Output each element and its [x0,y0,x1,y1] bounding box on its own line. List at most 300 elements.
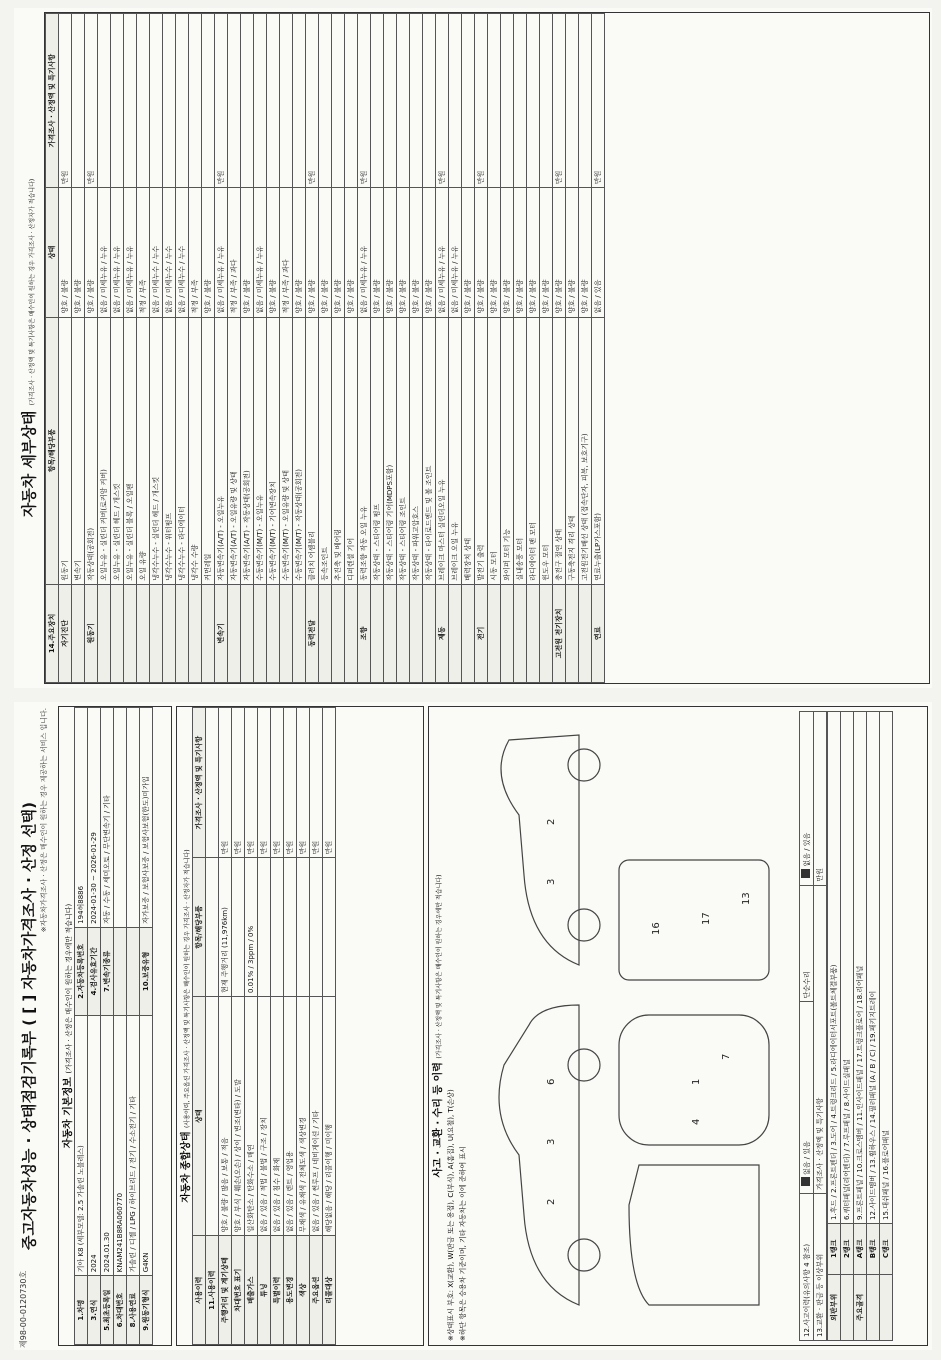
group-label [867,1274,880,1340]
detail-state[interactable]: 양호 / 불량 [527,188,540,317]
detail-group [384,584,397,682]
detail-group [397,584,410,682]
basic-value: 가솔린 / 디젤 / LPG / 하이브리드 / 전기 / 수소전기 / 기타 [127,1015,140,1275]
row-label: 배출가스 [245,1236,258,1345]
basic-value: G4KN [140,1015,153,1275]
svg-text:2: 2 [546,818,557,825]
row-item: 현재 주행거리 (11,976km) [219,858,232,997]
detail-state[interactable]: 양호 / 불량 [85,188,98,317]
group-rank: B랭크 [867,1223,880,1274]
table-row [514,14,527,683]
detail-state[interactable]: 양호 / 불량 [306,188,319,317]
svg-text:3: 3 [546,878,557,885]
detail-item: 시동 모터 [488,317,501,584]
table-row [436,14,449,683]
detail-price: 만원 [436,14,449,188]
detail-price [384,14,397,188]
page-right [14,8,932,688]
group-rank: 1랭크 [828,1223,841,1274]
detail-state[interactable]: 양호 / 불량 [462,188,475,317]
detail-item: 커먼레일 [202,317,215,584]
row-label: 리콜대상 [323,1236,336,1345]
page-note: ※자동차가격조사 · 산정은 매수인이 원하는 경우 제공하는 서비스 입니다. [40,708,48,933]
row-state[interactable]: 없음 / 있음 / 썬루프 / 네비게이션 / 기타 [310,997,323,1236]
detail-item: 실내송풍 모터 [514,317,527,584]
detail-price [163,14,176,188]
detail-item: 오일 유량 [137,317,150,584]
detail-price [150,14,163,188]
detail-price: 만원 [358,14,371,188]
detail-item: 작동상태 - 타이로드엔드 및 볼 조인트 [423,317,436,584]
detail-state[interactable]: 양호 / 불량 [332,188,345,317]
group-items[interactable]: 1.후드 / 2.프론트펜더 / 3.도어 / 4.트렁크리드 / 5.라디에이터서포트(볼트체결부품) [828,712,841,1224]
group-label: 외판부위 [828,1274,841,1340]
detail-price [254,14,267,188]
detail-state[interactable]: 양호 / 불량 [579,188,592,317]
table-row [215,14,228,683]
detail-price: 만원 [553,14,566,188]
detail-price [98,14,111,188]
detail-state[interactable]: 적정 / 부족 [137,188,150,317]
legend-note-2: ※하단 항목은 승용차 기준이며, 기타 자동차는 이에 준하여 표시 [459,1146,467,1341]
legend-note: ※상태표시 부호: X(교환), W(판금 또는 용접), C(부식), A(흠집), U(요철), T(손상) [447,1089,455,1341]
detail-state[interactable]: 없음 / 미세누수 / 누수 [176,188,189,317]
table-row [111,14,124,683]
detail-title: 자동차 세부상태 (가격조사 · 산정액 및 특기사항은 매수인이 원하는 경우 가격조사 · 산정자가 적습니다) [20,178,38,518]
detail-item: 냉각수누수 - 워터펌프 [163,317,176,584]
table-row [72,14,85,683]
detail-state[interactable]: 없음 / 미세누유 / 누유 [98,188,111,317]
detail-state[interactable]: 양호 / 불량 [514,188,527,317]
table-row [228,14,241,683]
detail-state[interactable]: 없음 / 미세누수 / 누수 [150,188,163,317]
table-row [88,708,101,1345]
table-row [358,14,371,683]
detail-state[interactable]: 없음 / 미세누유 / 누유 [215,188,228,317]
group-label: 주요골격 [854,1274,867,1340]
table-row [345,14,358,683]
row-state[interactable] [206,997,219,1236]
basic-label-2: 4.검사유효기간 [88,927,101,1015]
row-state[interactable]: 일산화탄소 / 탄화수소 / 매연 [245,997,258,1236]
detail-group: 고전원 전기장치 [553,584,566,682]
detail-group [280,584,293,682]
table-row [219,708,232,1345]
accident-section [428,706,928,1346]
basic-label-2 [127,927,140,1015]
detail-group [111,584,124,682]
detail-state[interactable]: 양호 / 불량 [423,188,436,317]
detail-item: 변속기 [72,317,85,584]
row-label: 주요옵션 [310,1236,323,1345]
detail-item: 라디에이터 팬 모터 [527,317,540,584]
detail-price [111,14,124,188]
row-price [206,708,219,858]
table-row [449,14,462,683]
detail-price [189,14,202,188]
table-row [423,14,436,683]
detail-group [514,584,527,682]
svg-text:16: 16 [651,922,662,935]
row-item [232,858,245,997]
overall-status-title: 자동차 종합상태 (사용이력, 주요옵션 가격조사 · 산정액 및 특기사항은 매수인이 원하는 경우 가격조사 · 산정자가 적습니다) [181,849,192,1203]
detail-item: 자동변속기(A/T) - 작동상태(공회전) [241,317,254,584]
detail-group [137,584,150,682]
detail-price: 만원 [475,14,488,188]
detail-item: 오일누유 - 실린더 블록 / 오일팬 [124,317,137,584]
row-state[interactable]: 없음 / 있음 / 적법 / 불법 / 구조 / 장치 [258,997,271,1236]
detail-item: 추진축 및 베어링 [332,317,345,584]
detail-header [14,8,44,688]
price-label: 가격조사 · 산정액 및 특기사항 [814,885,827,1193]
detail-state[interactable]: 없음 / 미세누유 / 누유 [449,188,462,317]
detail-state[interactable]: 없음 / 미세누유 / 누유 [436,188,449,317]
basic-value: 기아 K8 (세부모델: 2.5 가솔린 노블레스) [75,1015,88,1275]
table-row [124,14,137,683]
detail-state[interactable]: 없음 / 미세누수 / 누수 [163,188,176,317]
detail-item: 작동상태 - 스티어링 기어(MDPS포함) [384,317,397,584]
detail-state[interactable]: 적정 / 부족 / 과다 [228,188,241,317]
detail-price [202,14,215,188]
table-row [462,14,475,683]
basic-info-title: 자동차 기본정보 (가격조사 · 산정은 매수인이 원하는 경우에만 적습니다) [63,903,74,1149]
detail-group [501,584,514,682]
table-row [828,712,841,1341]
detail-state[interactable]: 양호 / 불량 [319,188,332,317]
detail-group [254,584,267,682]
row-item: 0.01% / 3ppm / 0% [245,858,258,997]
detail-group [241,584,254,682]
table-row [101,708,114,1345]
overall-status-table [192,707,336,1345]
table-row [85,14,98,683]
row-label: 차대번호 표기 [232,1236,245,1345]
detail-group [72,584,85,682]
simple-repair-state[interactable]: 없음 / 있음 [800,712,814,886]
detail-price [397,14,410,188]
row-label: 특별이력 [271,1236,284,1345]
detail-state[interactable]: 없음 / 미세누유 / 누유 [124,188,137,317]
detail-state[interactable]: 없음 / 미세누유 / 누유 [111,188,124,317]
basic-label-2: 10.보증유형 [140,927,153,1015]
detail-state[interactable]: 적정 / 부족 [189,188,202,317]
svg-text:7: 7 [721,1053,732,1060]
basic-label: 1.차명 [75,1276,88,1345]
row-label: 11.사용이력 [206,1236,219,1345]
accident-summary-table [799,711,827,1341]
detail-group [579,584,592,682]
column-header: 항목/해당부품 [193,858,206,997]
row-price: 만원 [245,708,258,858]
table-row [150,14,163,683]
detail-item: 발전기 출력 [475,317,488,584]
row-label: 용도변경 [284,1236,297,1345]
detail-group [527,584,540,682]
detail-price: 만원 [85,14,98,188]
q14-label: 14.주요장치 [46,584,59,682]
detail-state[interactable]: 양호 / 불량 [371,188,384,317]
row-state[interactable]: 양호 / 부식 / 훼손(오손) / 상이 / 변조(변타) / 도말 [232,997,245,1236]
detail-group [449,584,462,682]
row-price: 만원 [323,708,336,858]
detail-price: 만원 [215,14,228,188]
table-row [293,14,306,683]
simple-repair-label: 단순수리 [800,885,814,1002]
detail-section [44,12,930,684]
detail-price [514,14,527,188]
group-label [841,1274,854,1340]
detail-state[interactable]: 양호 / 불량 [72,188,85,317]
detail-group [540,584,553,682]
basic-label-2: 2.자동차등록번호 [75,927,88,1015]
row-price: 만원 [219,708,232,858]
detail-price [267,14,280,188]
row-state[interactable]: 해당없음 / 해당 / 리콜이행 / 미이행 [323,997,336,1236]
detail-price [579,14,592,188]
svg-text:13: 13 [741,892,752,905]
group-rank: A랭크 [854,1223,867,1274]
q12-label: 12.사고이력(유의사항 4 참조) [800,1194,814,1341]
detail-group: 제동 [436,584,449,682]
detail-price [176,14,189,188]
row-item [284,858,297,997]
table-row [59,14,72,683]
detail-group [371,584,384,682]
detail-group [150,584,163,682]
detail-state[interactable]: 양호 / 불량 [410,188,423,317]
table-row [114,708,127,1345]
detail-price [280,14,293,188]
group-items[interactable]: 15.대쉬패널 / 16.플로어패널 [880,712,893,1224]
accident-title: 사고 · 교환 · 수리 등 이력 (가격조사 · 산정액 및 특기사항은 매수인이 원하는 경우에만 적습니다) [433,874,444,1178]
basic-info-section [58,706,172,1346]
table-row [566,14,579,683]
detail-price [423,14,436,188]
table-row [371,14,384,683]
table-row [137,14,150,683]
group-rank: C랭크 [880,1223,893,1274]
detail-price [540,14,553,188]
detail-state[interactable]: 없음 / 있음 [592,188,605,317]
row-state[interactable]: 없음 / 있음 / 침수 / 화재 [271,997,284,1236]
table-row [140,708,153,1345]
detail-state[interactable]: 양호 / 불량 [267,188,280,317]
detail-item: 배력장치 상태 [462,317,475,584]
detail-item: 작동상태 - 스티어링 조인트 [397,317,410,584]
basic-value-2 [114,708,127,928]
row-state[interactable]: 양호 / 불량 / 많음 / 보통 / 적음 [219,997,232,1236]
detail-group [319,584,332,682]
car-side-view-left [499,1005,579,1305]
basic-value-2 [127,708,140,928]
detail-item: 냉각수 수량 [189,317,202,584]
detail-group [228,584,241,682]
basic-label-2 [114,927,127,1015]
detail-price [228,14,241,188]
table-row [258,708,271,1345]
row-price: 만원 [284,708,297,858]
column-header: 가격조사 · 산정액 및 특기사항 [193,708,206,858]
detail-item: 고전원전기배선 상태 (접속단자, 피복, 보호기구) [579,317,592,584]
detail-price [488,14,501,188]
row-price: 만원 [297,708,310,858]
detail-group [423,584,436,682]
detail-price [293,14,306,188]
basic-label: 8.사용연료 [127,1276,140,1345]
basic-value-2: 자가보증 / 보험사보증 / 보험사보험(한도)미가입 [140,708,153,928]
row-item [258,858,271,997]
table-row [488,14,501,683]
detail-state[interactable]: 양호 / 불량 [540,188,553,317]
detail-group [488,584,501,682]
basic-label: 3.연식 [88,1276,101,1345]
detail-item: 등속조인트 [319,317,332,584]
table-row [332,14,345,683]
detail-item: 브레이크 오일 누유 [449,317,462,584]
row-item [271,858,284,997]
table-row [410,14,423,683]
detail-group [98,584,111,682]
group-items[interactable]: 6.쿼터패널(리어펜더) / 7.루프패널 / 8.사이드실패널 [841,712,854,1224]
row-item [310,858,323,997]
detail-state[interactable]: 양호 / 불량 [475,188,488,317]
row-state[interactable]: 없음 / 있음 / 렌트 / 영업용 [284,997,297,1236]
table-row [592,14,605,683]
detail-price: 만원 [592,14,605,188]
detail-state[interactable]: 양호 / 불량 [345,188,358,317]
table-row [867,712,880,1341]
basic-info-table [74,707,153,1345]
detail-group [163,584,176,682]
detail-group [267,584,280,682]
detail-item: 수동변속기(M/T) - 작동상태(공회전) [293,317,306,584]
table-row [310,708,323,1345]
table-row [306,14,319,683]
detail-item: 수동변속기(M/T) - 오일유량 및 상태 [280,317,293,584]
detail-item: 동력조향 작동 오일 누유 [358,317,371,584]
detail-state[interactable]: 양호 / 불량 [59,188,72,317]
price-unit: 만원 [814,712,827,886]
basic-label: 5.최초등록일 [101,1276,114,1345]
detail-item: 냉각수누수 - 라디에이터 [176,317,189,584]
detail-state[interactable]: 양호 / 불량 [241,188,254,317]
detail-state[interactable]: 양호 / 불량 [488,188,501,317]
column-header: 항목/해당부품 [46,317,59,584]
table-row [75,708,88,1345]
detail-price [241,14,254,188]
svg-text:4: 4 [691,1118,702,1125]
basic-label: 9.원동기형식 [140,1276,153,1345]
table-row [98,14,111,683]
detail-group [462,584,475,682]
detail-state[interactable]: 없음 / 미세누유 / 누유 [358,188,371,317]
basic-value: KNAM241B8RA060770 [114,1015,127,1275]
page-title: 중고자동차성능 · 상태점검기록부 ( [ ] 자동차가격조사 · 산정 선택) [20,801,38,1251]
table-header-row [46,14,59,683]
detail-item: 디퍼렌셜 기어 [345,317,358,584]
row-label: 주행거리 및 계기상태 [219,1236,232,1345]
detail-group [189,584,202,682]
group-items[interactable]: 9.프론트패널 / 10.크로스멤버 / 11.인사이드패널 / 17.트렁크플로어 / 18.리어패널 [854,712,867,1224]
detail-price [527,14,540,188]
basic-value-2: 자동 / 수동 / 세미오토 / 무단변속기 / 기타 [101,708,114,928]
detail-group [293,584,306,682]
detail-state[interactable]: 적정 / 부족 / 과다 [280,188,293,317]
detail-price [72,14,85,188]
detail-state[interactable]: 없음 / 미세누유 / 누유 [254,188,267,317]
row-label: 튜닝 [258,1236,271,1345]
detail-group: 전기 [475,584,488,682]
detail-item: 자동변속기(A/T) - 오일유량 및 상태 [228,317,241,584]
detail-group [124,584,137,682]
overall-status-section [176,706,424,1346]
detail-price [410,14,423,188]
page-header [14,702,58,1350]
basic-label-2: 7.변속기종류 [101,927,114,1015]
detail-item: 작동상태(공회전) [85,317,98,584]
detail-state[interactable]: 양호 / 불량 [202,188,215,317]
detail-price: 만원 [306,14,319,188]
table-row [384,14,397,683]
detail-item: 자동변속기(A/T) - 오일누유 [215,317,228,584]
table-row [540,14,553,683]
q12-state[interactable]: 없음 / 있음 [800,1002,814,1194]
detail-item: 오일누유 - 실린더 헤드 / 개스킷 [111,317,124,584]
detail-state[interactable]: 양호 / 불량 [553,188,566,317]
basic-value: 2024.01.30 [101,1015,114,1275]
detail-state[interactable]: 양호 / 불량 [566,188,579,317]
detail-group [410,584,423,682]
detail-state[interactable]: 양호 / 불량 [293,188,306,317]
detail-item: 와이퍼 모터 기능 [501,317,514,584]
detail-item: 클러치 어셈블리 [306,317,319,584]
detail-group [176,584,189,682]
table-row [854,712,867,1341]
group-items[interactable]: 12.사이드멤버 / 13.휠하우스 / 14.필러패널 (A / B / C) / 19.패키지트레이 [867,712,880,1224]
detail-state[interactable]: 양호 / 불량 [397,188,410,317]
table-row [232,708,245,1345]
table-row [271,708,284,1345]
detail-price [332,14,345,188]
detail-group: 변속기 [215,584,228,682]
row-price: 만원 [232,708,245,858]
detail-item: 윈도우 모터 [540,317,553,584]
detail-item: 구동축전지 격리 상태 [566,317,579,584]
detail-item: 수동변속기(M/T) - 오일누유 [254,317,267,584]
svg-text:1: 1 [691,1078,702,1085]
table-row [280,14,293,683]
detail-price: 만원 [59,14,72,188]
table-row [501,14,514,683]
page-left [14,702,932,1350]
basic-label: 6.차대번호 [114,1276,127,1345]
column-header: 상태 [193,997,206,1236]
row-state[interactable]: 무채색 / 유채색 / 전체도색 / 색상변경 [297,997,310,1236]
table-row [323,708,336,1345]
detail-state[interactable]: 양호 / 불량 [501,188,514,317]
table-row [254,14,267,683]
detail-state[interactable]: 양호 / 불량 [384,188,397,317]
detail-group [202,584,215,682]
table-row [127,708,140,1345]
detail-group: 원동기 [85,584,98,682]
q13-label: 13.교환 · 판금 등 이상부위 [814,1194,827,1341]
table-row [397,14,410,683]
detail-item: 연료누출(LP가스포함) [592,317,605,584]
svg-text:17: 17 [701,912,712,925]
table-row [206,708,219,1345]
row-item [206,858,219,997]
